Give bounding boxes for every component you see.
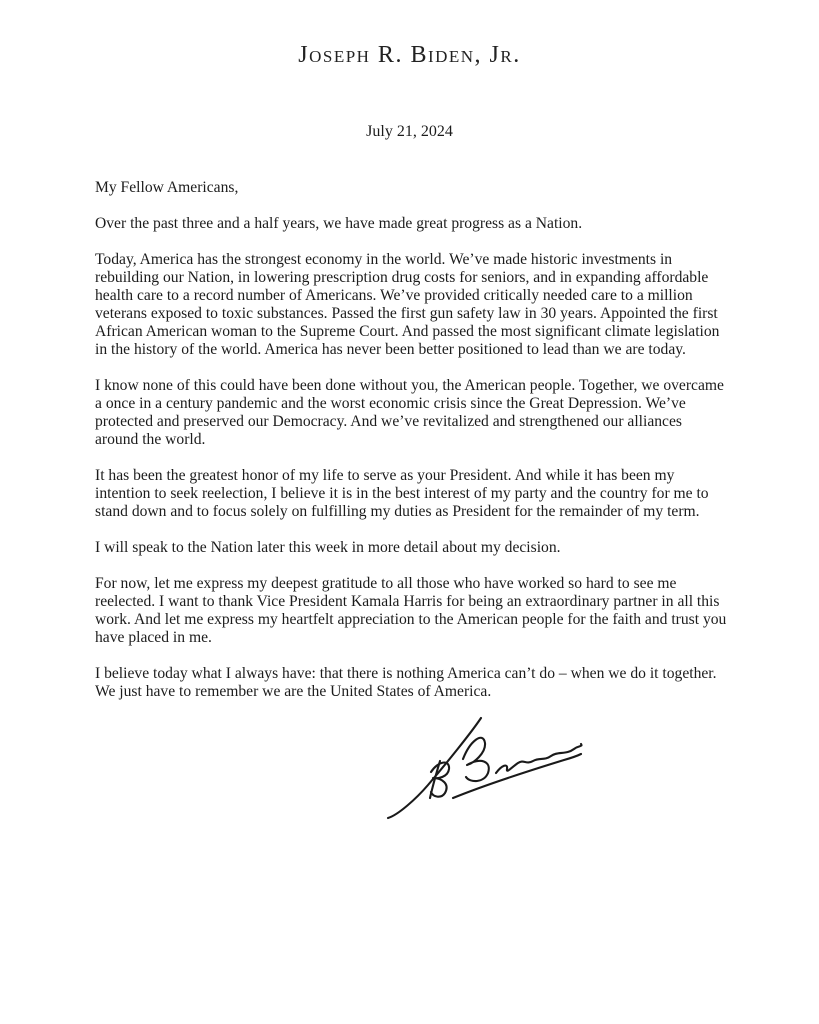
- paragraph-speak-to-nation: I will speak to the Nation later this week in more detail about my decision.: [95, 539, 561, 556]
- letter-date: July 21, 2024: [366, 123, 453, 140]
- paragraph-accomplishments: Today, America has the strongest economy in the world. We’ve made historic investments in rebuilding our Nation, in lowering prescription drug costs for seniors, and in expanding affordable health care to a record number of Americans. We’ve provided critically needed care to a million veterans exposed to toxic substances. Passed the first gun safety law in 30 years. Appointed the first African American woman to the Supreme Court. And passed the most significant climate legislation in the history of the world. America has never been better positioned to lead than we are today.: [95, 251, 720, 358]
- letterhead-name: Joseph R. Biden, Jr.: [298, 42, 521, 68]
- signature-icon: [350, 715, 600, 820]
- paragraph-gratitude: For now, let me express my deepest gratitude to all those who have worked so hard to see me reelected. I want to thank Vice President Kamala Harris for being an extraordinary partner in all this work. And let me express my heartfelt appreciation to the American people for the faith and trust you have placed in me.: [95, 575, 727, 646]
- paragraph-progress: Over the past three and a half years, we have made great progress as a Nation.: [95, 215, 583, 232]
- biden-signature-handwriting: [350, 715, 600, 820]
- salutation: My Fellow Americans,: [95, 179, 239, 196]
- paragraph-american-people: I know none of this could have been done without you, the American people. Together, we overcame a once in a century pandemic and the worst economic crisis since the Great Depression. We’ve protected and preserved our Democracy. And we’ve revitalized and strengthened our alliances around the world.: [95, 377, 724, 448]
- paragraph-stand-down: It has been the greatest honor of my life to serve as your President. And while it has been my intention to seek reelection, I believe it is in the best interest of my party and the country for me to stand down and to focus solely on fulfilling my duties as President for the remainder of my term.: [95, 467, 709, 520]
- paragraph-closing: I believe today what I always have: that there is nothing America can’t do – when we do it together. We just have to remember we are the United States of America.: [95, 665, 717, 700]
- letter-body: [95, 179, 727, 820]
